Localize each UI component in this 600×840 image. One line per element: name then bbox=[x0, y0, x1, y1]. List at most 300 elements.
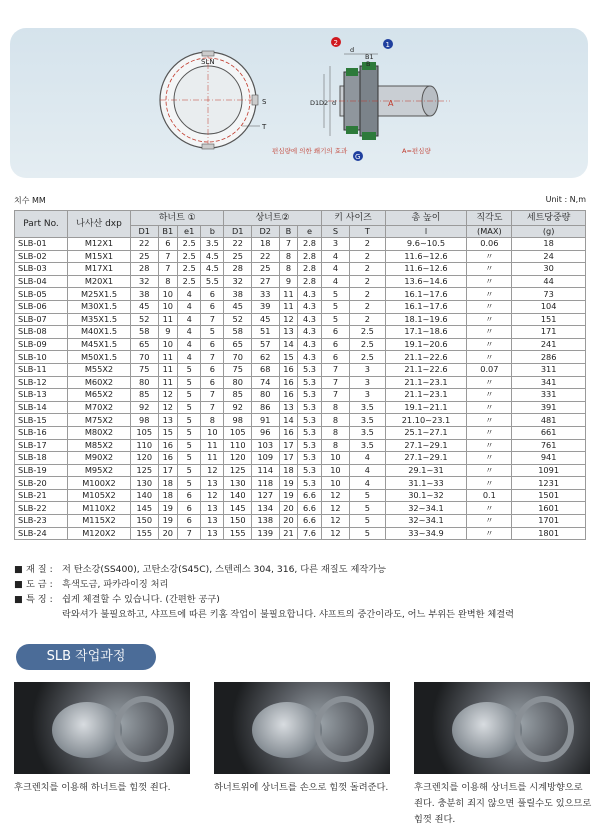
table-cell: 86 bbox=[252, 401, 280, 414]
table-cell: 3.5 bbox=[350, 426, 385, 439]
table-cell: 〃 bbox=[467, 326, 512, 339]
table-cell: 2.5 bbox=[350, 338, 385, 351]
table-cell: 5 bbox=[178, 452, 201, 465]
table-cell: 7 bbox=[201, 401, 224, 414]
table-cell: 6 bbox=[178, 515, 201, 528]
table-cell: 120 bbox=[224, 452, 252, 465]
table-cell: 11 bbox=[279, 288, 298, 301]
table-cell: 16.1~17.6 bbox=[385, 288, 467, 301]
part-no-cell: SLB-21 bbox=[15, 489, 68, 502]
table-cell: 73 bbox=[512, 288, 586, 301]
label-s: S bbox=[262, 98, 267, 106]
col-e: e bbox=[298, 226, 321, 238]
table-row bbox=[15, 263, 586, 276]
table-cell: 5 bbox=[178, 376, 201, 389]
table-cell: 17 bbox=[158, 464, 178, 477]
table-cell: 18 bbox=[279, 464, 298, 477]
table-cell: M80X2 bbox=[68, 426, 131, 439]
table-cell: 75 bbox=[224, 363, 252, 376]
part-no-cell: SLB-18 bbox=[15, 452, 68, 465]
table-cell: 〃 bbox=[467, 477, 512, 490]
table-cell: 5.3 bbox=[298, 401, 321, 414]
table-cell: 39 bbox=[252, 300, 280, 313]
table-cell: 〃 bbox=[467, 527, 512, 540]
table-row bbox=[15, 452, 586, 465]
table-cell: 10 bbox=[158, 338, 178, 351]
col-b1: B1 bbox=[158, 226, 178, 238]
table-cell: 5.3 bbox=[298, 363, 321, 376]
col-part-no: Part No. bbox=[15, 211, 68, 238]
table-cell: 3 bbox=[350, 389, 385, 402]
table-cell: 138 bbox=[252, 515, 280, 528]
table-cell: 21.1~23.1 bbox=[385, 376, 467, 389]
part-no-cell: SLB-17 bbox=[15, 439, 68, 452]
label-b1: B1 bbox=[365, 53, 374, 61]
table-cell: 6 bbox=[201, 288, 224, 301]
table-cell: 27.1~29.1 bbox=[385, 439, 467, 452]
table-cell: 74 bbox=[252, 376, 280, 389]
table-cell: 6 bbox=[201, 300, 224, 313]
table-cell: 17 bbox=[279, 452, 298, 465]
table-cell: 110 bbox=[224, 439, 252, 452]
table-cell: 19.1~21.1 bbox=[385, 401, 467, 414]
process-caption-1: 후크렌치를 이용해 하너트를 힘껏 죈다. bbox=[14, 782, 171, 793]
table-row bbox=[15, 326, 586, 339]
svg-text:1: 1 bbox=[385, 41, 390, 49]
table-cell: 5.5 bbox=[201, 275, 224, 288]
table-cell: 〃 bbox=[467, 464, 512, 477]
table-cell: 5 bbox=[321, 300, 350, 313]
table-cell: 286 bbox=[512, 351, 586, 364]
table-cell: 0.07 bbox=[467, 363, 512, 376]
table-cell: 5 bbox=[321, 288, 350, 301]
table-cell: 32~34.1 bbox=[385, 502, 467, 515]
table-cell: 4.5 bbox=[201, 250, 224, 263]
table-cell: 7 bbox=[321, 376, 350, 389]
table-cell: 8 bbox=[279, 250, 298, 263]
table-cell: 6 bbox=[321, 338, 350, 351]
table-cell: 130 bbox=[131, 477, 159, 490]
col-max: (MAX) bbox=[467, 226, 512, 238]
table-cell: 5.3 bbox=[298, 426, 321, 439]
table-cell: 45 bbox=[252, 313, 280, 326]
process-photo-2 bbox=[214, 682, 390, 774]
table-cell: 8 bbox=[321, 401, 350, 414]
table-cell: 130 bbox=[224, 477, 252, 490]
table-cell: 5.3 bbox=[298, 477, 321, 490]
table-cell: 25 bbox=[252, 263, 280, 276]
table-cell: 〃 bbox=[467, 414, 512, 427]
table-cell: 12 bbox=[158, 389, 178, 402]
part-no-cell: SLB-20 bbox=[15, 477, 68, 490]
table-cell: 4 bbox=[178, 313, 201, 326]
table-cell: M25X1.5 bbox=[68, 288, 131, 301]
table-cell: 〃 bbox=[467, 452, 512, 465]
table-cell: M20X1 bbox=[68, 275, 131, 288]
part-no-cell: SLB-23 bbox=[15, 515, 68, 528]
unit-label-mm: 치수 MM bbox=[14, 196, 46, 205]
table-cell: 12 bbox=[279, 313, 298, 326]
col-d1-lower: D1 bbox=[131, 226, 159, 238]
part-no-cell: SLB-10 bbox=[15, 351, 68, 364]
table-cell: 1601 bbox=[512, 502, 586, 515]
table-cell: 5.3 bbox=[298, 389, 321, 402]
table-cell: 17 bbox=[279, 439, 298, 452]
table-cell: 171 bbox=[512, 326, 586, 339]
table-cell: 2 bbox=[350, 263, 385, 276]
table-cell: 481 bbox=[512, 414, 586, 427]
table-cell: 1701 bbox=[512, 515, 586, 528]
col-b-upper: B bbox=[279, 226, 298, 238]
table-row bbox=[15, 477, 586, 490]
table-cell: 12 bbox=[158, 401, 178, 414]
label-t: T bbox=[262, 123, 267, 131]
table-cell: 70 bbox=[224, 351, 252, 364]
table-cell: 12 bbox=[321, 515, 350, 528]
table-cell: 110 bbox=[131, 439, 159, 452]
process-title: SLB 작업과정 bbox=[16, 644, 156, 670]
table-cell: 7 bbox=[279, 238, 298, 251]
table-cell: 〃 bbox=[467, 401, 512, 414]
table-cell: 9.6~10.5 bbox=[385, 238, 467, 251]
table-cell: 51 bbox=[252, 326, 280, 339]
table-cell: 1231 bbox=[512, 477, 586, 490]
table-cell: 11 bbox=[201, 452, 224, 465]
table-cell: 151 bbox=[512, 313, 586, 326]
table-row bbox=[15, 401, 586, 414]
col-l: l bbox=[385, 226, 467, 238]
table-cell: 4 bbox=[321, 263, 350, 276]
table-cell: 7 bbox=[321, 363, 350, 376]
table-cell: 7 bbox=[201, 351, 224, 364]
table-cell: 4.3 bbox=[298, 326, 321, 339]
col-e1: e1 bbox=[178, 226, 201, 238]
table-cell: 3.5 bbox=[350, 414, 385, 427]
table-cell: 〃 bbox=[467, 313, 512, 326]
table-cell: 105 bbox=[224, 426, 252, 439]
table-cell: 92 bbox=[224, 401, 252, 414]
table-cell: 3 bbox=[350, 363, 385, 376]
table-row bbox=[15, 515, 586, 528]
feature-text-2: 락와셔가 불필요하고, 샤프트에 따른 키홈 작업이 불필요합니다. 샤프트의 중간이라도, 어느 부위든 완벽한 체결력 bbox=[62, 609, 515, 620]
table-cell: M60X2 bbox=[68, 376, 131, 389]
part-no-cell: SLB-01 bbox=[15, 238, 68, 251]
col-set-weight: 세트당중량 bbox=[512, 211, 586, 226]
table-row bbox=[15, 414, 586, 427]
table-cell: 〃 bbox=[467, 288, 512, 301]
table-cell: 5 bbox=[178, 426, 201, 439]
table-cell: 28 bbox=[131, 263, 159, 276]
table-cell: 10 bbox=[321, 477, 350, 490]
table-cell: 65 bbox=[224, 338, 252, 351]
process-caption-2: 하너트위에 상너트를 손으로 힘껏 돌려준다. bbox=[214, 782, 389, 793]
table-cell: 16.1~17.6 bbox=[385, 300, 467, 313]
table-cell: 24 bbox=[512, 250, 586, 263]
feature-text-1: 쉽게 체결할 수 있습니다. (간편한 공구) bbox=[62, 594, 220, 605]
table-cell: 11 bbox=[201, 439, 224, 452]
table-cell: 331 bbox=[512, 389, 586, 402]
table-cell: 16 bbox=[279, 426, 298, 439]
table-cell: 45 bbox=[224, 300, 252, 313]
table-cell: 44 bbox=[512, 275, 586, 288]
table-cell: 10 bbox=[201, 426, 224, 439]
table-cell: 14 bbox=[279, 338, 298, 351]
eccentric-amount-note: A=편심량 bbox=[402, 147, 431, 155]
table-cell: 7 bbox=[201, 389, 224, 402]
table-cell: 10 bbox=[321, 464, 350, 477]
part-no-cell: SLB-09 bbox=[15, 338, 68, 351]
table-cell: 14 bbox=[279, 414, 298, 427]
table-cell: 15 bbox=[158, 426, 178, 439]
part-no-cell: SLB-16 bbox=[15, 426, 68, 439]
table-cell: 25.1~27.1 bbox=[385, 426, 467, 439]
table-cell: 150 bbox=[131, 515, 159, 528]
table-cell: 52 bbox=[224, 313, 252, 326]
col-upper-nut: 상너트② bbox=[224, 211, 321, 226]
table-cell: 80 bbox=[252, 389, 280, 402]
label-a: A bbox=[388, 99, 394, 108]
table-cell: 4.3 bbox=[298, 338, 321, 351]
table-cell: 80 bbox=[224, 376, 252, 389]
table-row bbox=[15, 300, 586, 313]
table-cell: 8 bbox=[321, 414, 350, 427]
table-cell: 4.3 bbox=[298, 313, 321, 326]
table-cell: M15X1 bbox=[68, 250, 131, 263]
table-cell: 8 bbox=[321, 439, 350, 452]
table-cell: 5 bbox=[178, 363, 201, 376]
bullet-icon: ■ bbox=[14, 564, 23, 575]
table-cell: 12 bbox=[201, 464, 224, 477]
eccentric-effect-note: 편심량에 의한 쐐기의 효과 bbox=[272, 147, 348, 155]
col-total-height: 총 높이 bbox=[385, 211, 467, 226]
table-cell: 18.1~19.6 bbox=[385, 313, 467, 326]
table-cell: 20 bbox=[158, 527, 178, 540]
table-cell: 16 bbox=[279, 376, 298, 389]
col-key-size: 키 사이즈 bbox=[321, 211, 385, 226]
table-cell: M35X1.5 bbox=[68, 313, 131, 326]
table-cell: 140 bbox=[131, 489, 159, 502]
table-cell: 5.3 bbox=[298, 439, 321, 452]
table-cell: 5 bbox=[178, 477, 201, 490]
table-row bbox=[15, 313, 586, 326]
table-cell: 92 bbox=[131, 401, 159, 414]
table-cell: 125 bbox=[131, 464, 159, 477]
table-cell: M105X2 bbox=[68, 489, 131, 502]
table-cell: 761 bbox=[512, 439, 586, 452]
part-no-cell: SLB-24 bbox=[15, 527, 68, 540]
col-thread: 나사산 dxp bbox=[68, 211, 131, 238]
table-row bbox=[15, 376, 586, 389]
table-cell: 5 bbox=[178, 439, 201, 452]
table-cell: 91 bbox=[252, 414, 280, 427]
table-cell: 4.3 bbox=[298, 300, 321, 313]
table-cell: M55X2 bbox=[68, 363, 131, 376]
table-cell: 〃 bbox=[467, 515, 512, 528]
part-no-cell: SLB-13 bbox=[15, 389, 68, 402]
table-cell: 19 bbox=[158, 502, 178, 515]
table-cell: 18 bbox=[512, 238, 586, 251]
table-row bbox=[15, 238, 586, 251]
process-caption-3: 후크렌치를 이용해 상너트를 시계방향으로 죈다. 충분히 죄지 않으면 풀릴수도 있으므로 힘껏 죈다. bbox=[414, 782, 592, 825]
table-cell: 45 bbox=[131, 300, 159, 313]
label-g: G bbox=[355, 153, 361, 161]
table-cell: 104 bbox=[512, 300, 586, 313]
table-cell: 0.1 bbox=[467, 489, 512, 502]
table-cell: 5 bbox=[178, 414, 201, 427]
part-no-cell: SLB-06 bbox=[15, 300, 68, 313]
table-row bbox=[15, 464, 586, 477]
table-cell: 11.6~12.6 bbox=[385, 263, 467, 276]
table-cell: 〃 bbox=[467, 263, 512, 276]
table-cell: 6 bbox=[201, 376, 224, 389]
col-g: (g) bbox=[512, 226, 586, 238]
table-cell: 96 bbox=[252, 426, 280, 439]
table-cell: 13 bbox=[201, 515, 224, 528]
table-cell: 4 bbox=[178, 338, 201, 351]
table-cell: 19.1~20.6 bbox=[385, 338, 467, 351]
table-cell: M75X2 bbox=[68, 414, 131, 427]
table-row bbox=[15, 275, 586, 288]
table-cell: M65X2 bbox=[68, 389, 131, 402]
table-cell: 661 bbox=[512, 426, 586, 439]
table-cell: 18 bbox=[252, 238, 280, 251]
table-cell: 7 bbox=[201, 313, 224, 326]
table-cell: 2.8 bbox=[298, 263, 321, 276]
feature-key: 특 징 : bbox=[26, 594, 53, 605]
table-cell: M30X1.5 bbox=[68, 300, 131, 313]
table-cell: 2 bbox=[350, 250, 385, 263]
table-cell: 7 bbox=[158, 263, 178, 276]
table-cell: 5 bbox=[321, 313, 350, 326]
table-cell: 75 bbox=[131, 363, 159, 376]
table-cell: 2.5 bbox=[178, 275, 201, 288]
table-cell: 3 bbox=[321, 238, 350, 251]
table-cell: 2.5 bbox=[350, 351, 385, 364]
table-cell: 311 bbox=[512, 363, 586, 376]
part-no-cell: SLB-12 bbox=[15, 376, 68, 389]
table-cell: 〃 bbox=[467, 300, 512, 313]
table-cell: 11.6~12.6 bbox=[385, 250, 467, 263]
table-cell: 58 bbox=[224, 326, 252, 339]
table-cell: 65 bbox=[131, 338, 159, 351]
plating-text: 흑색도금, 파카라이징 처리 bbox=[62, 579, 169, 590]
table-cell: 6.6 bbox=[298, 489, 321, 502]
table-cell: 98 bbox=[131, 414, 159, 427]
table-cell: 85 bbox=[224, 389, 252, 402]
table-cell: 98 bbox=[224, 414, 252, 427]
table-cell: 6 bbox=[178, 502, 201, 515]
table-cell: 13 bbox=[201, 502, 224, 515]
part-no-cell: SLB-02 bbox=[15, 250, 68, 263]
table-cell: 57 bbox=[252, 338, 280, 351]
table-cell: 1091 bbox=[512, 464, 586, 477]
table-cell: 12 bbox=[201, 489, 224, 502]
table-cell: 6 bbox=[321, 351, 350, 364]
table-cell: 0.06 bbox=[467, 238, 512, 251]
table-row bbox=[15, 351, 586, 364]
table-cell: 6 bbox=[201, 363, 224, 376]
col-d1-upper: D1 bbox=[224, 226, 252, 238]
table-cell: M40X1.5 bbox=[68, 326, 131, 339]
part-no-cell: SLB-04 bbox=[15, 275, 68, 288]
table-cell: 5 bbox=[350, 527, 385, 540]
table-cell: 155 bbox=[131, 527, 159, 540]
table-cell: 22 bbox=[131, 238, 159, 251]
table-cell: 125 bbox=[224, 464, 252, 477]
technical-drawing-panel bbox=[10, 28, 588, 178]
table-cell: 3 bbox=[350, 376, 385, 389]
table-cell: 28 bbox=[224, 263, 252, 276]
table-cell: 134 bbox=[252, 502, 280, 515]
table-cell: 18 bbox=[158, 477, 178, 490]
spec-table-body bbox=[15, 238, 586, 540]
table-cell: 4 bbox=[178, 351, 201, 364]
table-cell: 2.5 bbox=[178, 250, 201, 263]
svg-text:2: 2 bbox=[333, 39, 338, 47]
table-cell: 341 bbox=[512, 376, 586, 389]
table-cell: 11 bbox=[279, 300, 298, 313]
table-cell: 4 bbox=[321, 250, 350, 263]
table-cell: 2 bbox=[350, 238, 385, 251]
table-cell: 5.3 bbox=[298, 414, 321, 427]
table-cell: 19 bbox=[279, 489, 298, 502]
table-cell: 11 bbox=[158, 313, 178, 326]
table-row bbox=[15, 439, 586, 452]
table-cell: 5 bbox=[178, 464, 201, 477]
table-cell: 27.1~29.1 bbox=[385, 452, 467, 465]
table-cell: 391 bbox=[512, 401, 586, 414]
table-cell: 150 bbox=[224, 515, 252, 528]
table-cell: 2.8 bbox=[298, 238, 321, 251]
table-cell: 3.5 bbox=[350, 439, 385, 452]
table-row bbox=[15, 489, 586, 502]
table-row bbox=[15, 389, 586, 402]
table-cell: M100X2 bbox=[68, 477, 131, 490]
table-cell: 941 bbox=[512, 452, 586, 465]
table-cell: 85 bbox=[131, 389, 159, 402]
table-row bbox=[15, 426, 586, 439]
table-cell: 6.6 bbox=[298, 515, 321, 528]
table-cell: 〃 bbox=[467, 439, 512, 452]
table-cell: M110X2 bbox=[68, 502, 131, 515]
table-cell: 7 bbox=[321, 389, 350, 402]
table-cell: 4.5 bbox=[201, 263, 224, 276]
table-row bbox=[15, 363, 586, 376]
table-cell: 〃 bbox=[467, 250, 512, 263]
table-cell: 6 bbox=[321, 326, 350, 339]
table-cell: M115X2 bbox=[68, 515, 131, 528]
table-row bbox=[15, 288, 586, 301]
table-cell: 7 bbox=[158, 250, 178, 263]
table-cell: 5 bbox=[350, 502, 385, 515]
table-cell: 120 bbox=[131, 452, 159, 465]
table-cell: 4 bbox=[178, 300, 201, 313]
table-cell: 16 bbox=[158, 452, 178, 465]
process-photo-3 bbox=[414, 682, 590, 774]
table-cell: 20 bbox=[279, 502, 298, 515]
table-cell: 2 bbox=[350, 300, 385, 313]
table-cell: M70X2 bbox=[68, 401, 131, 414]
table-cell: 5.3 bbox=[298, 452, 321, 465]
table-cell: 2 bbox=[350, 288, 385, 301]
table-cell: 〃 bbox=[467, 502, 512, 515]
table-cell: 6.6 bbox=[298, 502, 321, 515]
table-cell: 5 bbox=[350, 489, 385, 502]
table-cell: 11 bbox=[158, 376, 178, 389]
table-cell: 11 bbox=[158, 363, 178, 376]
table-cell: 2 bbox=[350, 275, 385, 288]
table-row bbox=[15, 502, 586, 515]
